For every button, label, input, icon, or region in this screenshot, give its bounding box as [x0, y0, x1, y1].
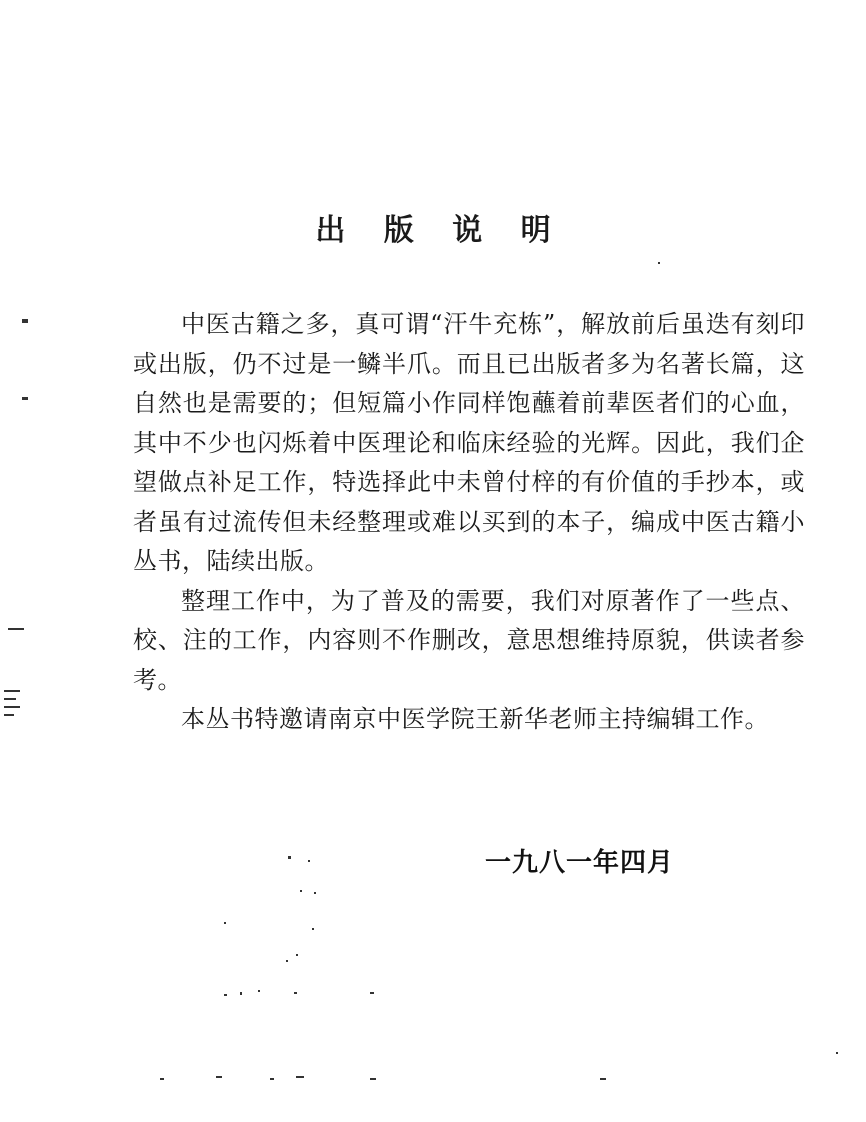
body-text: [133, 305, 805, 740]
scan-speck: [370, 1078, 376, 1080]
scan-speck: [224, 922, 226, 924]
scan-speck: [160, 1078, 164, 1080]
scan-speck: [4, 698, 16, 700]
page-title: 出 版 说 明: [315, 213, 565, 248]
scan-speck: [224, 994, 227, 996]
scan-speck: [240, 992, 242, 995]
scan-speck: [8, 628, 24, 630]
scan-speck: [4, 690, 20, 692]
paragraph-3: 本丛书特邀请南京中医学院王新华老师主持编辑工作。: [181, 705, 769, 733]
scan-speck: [270, 1078, 274, 1080]
scan-speck: [4, 714, 14, 716]
scan-speck: [4, 706, 20, 708]
scan-speck: [600, 1078, 606, 1080]
scan-speck: [296, 1076, 304, 1078]
scan-speck: [308, 860, 310, 862]
paragraph-2: 整理工作中，为了普及的需要，我们对原著作了一些点、校、注的工作，内容则不作删改，意思想维持原貌，供读者参考。: [133, 586, 805, 694]
scan-speck: [370, 992, 374, 994]
scan-speck: [296, 954, 298, 956]
paragraph-1: 中医古籍之多，真可谓“汗牛充栋”，解放前后虽迭有刻印或出版，仍不过是一鳞半爪。而且已出版者多为名著长篇，这自然也是需要的；但短篇小作同样饱蘸着前辈医者们的心血，其中不少也闪烁着中医理论和临床经验的光辉。因此，我们企望做点补足工作，特选择此中未曾付梓的有价值的手抄本，或者虽有过流传但未经整理或难以买到的本子，编成中医古籍小丛书，陆续出版。: [133, 310, 805, 575]
scan-speck: [300, 890, 302, 892]
scan-speck: [216, 1076, 222, 1078]
scan-speck: [258, 990, 260, 992]
publication-date: 一九八一年四月: [485, 848, 675, 878]
scan-speck: [22, 397, 28, 400]
scan-speck: [294, 992, 297, 994]
scan-speck: [288, 856, 291, 859]
scan-speck: [836, 1052, 838, 1054]
scan-speck: [314, 892, 316, 894]
scan-speck: [286, 960, 288, 962]
scan-speck: [658, 262, 660, 264]
scan-speck: [22, 319, 28, 323]
scan-speck: [312, 928, 314, 930]
